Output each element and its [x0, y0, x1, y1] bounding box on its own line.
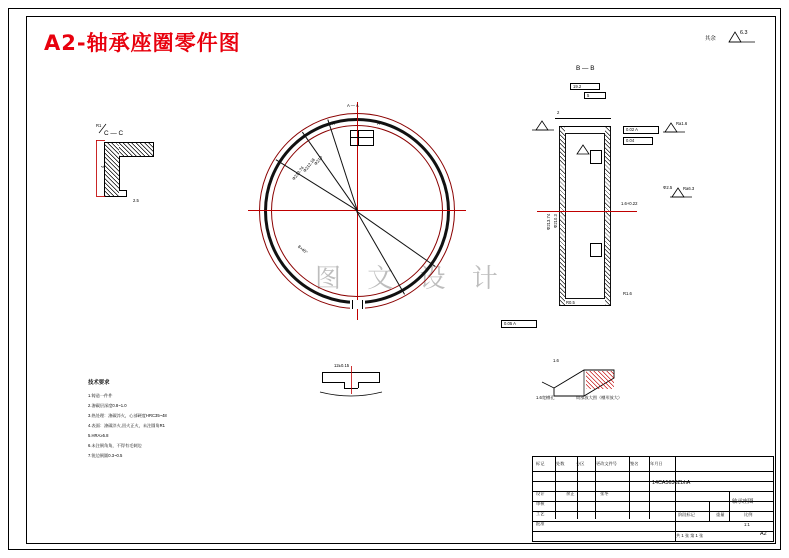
- gdt-frame-2: 0.04: [626, 138, 635, 143]
- surface-finish-symbol-icon: [727, 28, 757, 46]
- tb-sheet-count: 共 1 张 第 1 张: [676, 533, 704, 538]
- dim-left-r1: R1: [96, 123, 102, 128]
- tb-row-proc: 工艺: [536, 511, 545, 516]
- tech-req-heading: 技术要求: [88, 380, 110, 386]
- watermark: 图 文 设 计: [315, 264, 507, 294]
- dim-main-2: Φ212.18: [302, 157, 316, 174]
- page-title: A2-轴承座圈零件图: [44, 31, 241, 55]
- tb-part-number: 14CA5630ZbhA: [652, 480, 691, 486]
- top-feature-detail: [350, 130, 374, 146]
- dim-right-d4: Φ2.5: [663, 185, 673, 190]
- tb-scale-value: 1:1: [744, 522, 750, 527]
- chamfer-label-right: 局部放大图（槽形放大）: [576, 395, 623, 400]
- tb-checker-name: 张冬: [600, 491, 609, 496]
- tb-row-appr: 批准: [536, 521, 545, 526]
- tech-req-line-6: 7.锐边倒圆0.3~0.5: [88, 453, 123, 458]
- dim-right-w3: 2: [557, 110, 560, 115]
- drawing-sheet: A2-轴承座圈零件图 图 文 设 计 其余 6.3 C — C R1 4 2.5 A — A A A Φ213.74 Φ212.18 Φ210 8×45° 12±0.15 B — B 19.2 5 2 0.02 A 0.04 0.05 A Ra1.6 Ra6.3 Φ213.74 Φ210.3 1.6+0.22 R1.6 Φ2.5 R0.5 1.6 1.6宽槽孔 局部放大图（槽形放大） 技术要求 1.铸造一件件 2.渗碳层深度0.8~1.0 3.热处理：渗碳淬火，心部硬度HRC35~48 4.表面：渗碳淬火,回火正火，未注圆角R1 5.HRA≥5.8 6.未注倒角角，不得有毛刺边 7.锐边倒圆0.3~0.5 标记 处数 分区 更改文件号 签名 年月日 设计 审核 工艺 批准 余正 张冬 14CA5630ZbhA 轴承座圈 阶段标记 重量 比例 1:1 共 1 张 第 1 张 A2: [0, 0, 789, 558]
- surface-roughness-value: 6.3: [740, 30, 748, 36]
- tb-col-0: 标记: [536, 461, 545, 466]
- dim-right-w1: 19.2: [573, 84, 582, 89]
- dim-left-1: 4: [100, 165, 105, 168]
- leader-line-cc-icon: [98, 122, 112, 134]
- gdt-frame-3: 0.05 A: [504, 321, 516, 326]
- dim-bottom-detail: 12±0.15: [334, 363, 350, 368]
- tb-col-1: 处数: [556, 461, 565, 466]
- dim-right-w2: 5: [587, 93, 590, 98]
- bottom-detail-curve-icon: [316, 376, 386, 398]
- tech-req-line-4: 5.HRA≥5.8: [88, 433, 109, 438]
- tech-req-line-3: 4.表面：渗碳淬火,回火正火，未注圆角R1: [88, 423, 166, 428]
- datum-triangle-icon: [530, 118, 556, 132]
- dim-right-d3: R1.6: [623, 291, 632, 296]
- roughness-value-2: Ra6.3: [683, 186, 695, 191]
- tb-col-2: 分区: [576, 461, 585, 466]
- chamfer-shape-icon: [540, 360, 630, 400]
- tb-col-5: 年月日: [650, 461, 663, 466]
- tb-weight-label: 重量: [716, 512, 725, 517]
- dim-main-3: Φ210: [313, 154, 324, 167]
- section-bb-label: B — B: [576, 65, 595, 72]
- tb-row-check: 审核: [536, 501, 545, 506]
- tech-req-line-1: 2.渗碳层深度0.8~1.0: [88, 403, 127, 408]
- tb-scale-label: 比例: [744, 512, 753, 517]
- tech-req-line-5: 6.未注倒角角，不得有毛刺边: [88, 443, 142, 448]
- gdt-frame-1: 0.02 A: [626, 127, 638, 132]
- detail-triangle-icon-1: [574, 143, 592, 157]
- tb-row-design: 设计: [536, 491, 545, 496]
- dim-right-d2: R0.5: [566, 300, 575, 305]
- tb-format: A2: [760, 531, 767, 537]
- surface-note-label: 其余: [705, 36, 716, 42]
- chamfer-label-left: 1.6宽槽孔: [536, 395, 555, 400]
- tb-stage-label: 阶段标记: [678, 512, 695, 517]
- section-cc-label: C — C: [104, 130, 124, 137]
- tb-col-4: 签名: [630, 461, 639, 466]
- chamfer-dim: 1.6: [553, 358, 559, 363]
- tb-col-3: 更改文件号: [596, 461, 617, 466]
- tech-req-line-0: 1.铸造一件件: [88, 393, 113, 398]
- dim-left-2: 2.5: [133, 198, 139, 203]
- tech-req-line-2: 3.热处理：渗碳淬火，心部硬度HRC35~48: [88, 413, 167, 418]
- roughness-value-1: Ra1.6: [676, 121, 688, 126]
- dim-right-d1: 1.6+0.22: [621, 201, 638, 206]
- dim-main-angle: 8×45°: [296, 244, 309, 255]
- tb-part-name: 轴承座圈: [732, 499, 754, 505]
- dim-right-h1: Φ213.74: [546, 213, 551, 230]
- tb-designer-name: 余正: [566, 491, 575, 496]
- section-aa-label: A — A: [347, 103, 359, 108]
- dim-main-1: Φ213.74: [291, 165, 305, 182]
- dim-right-h2: Φ210.3: [553, 214, 558, 228]
